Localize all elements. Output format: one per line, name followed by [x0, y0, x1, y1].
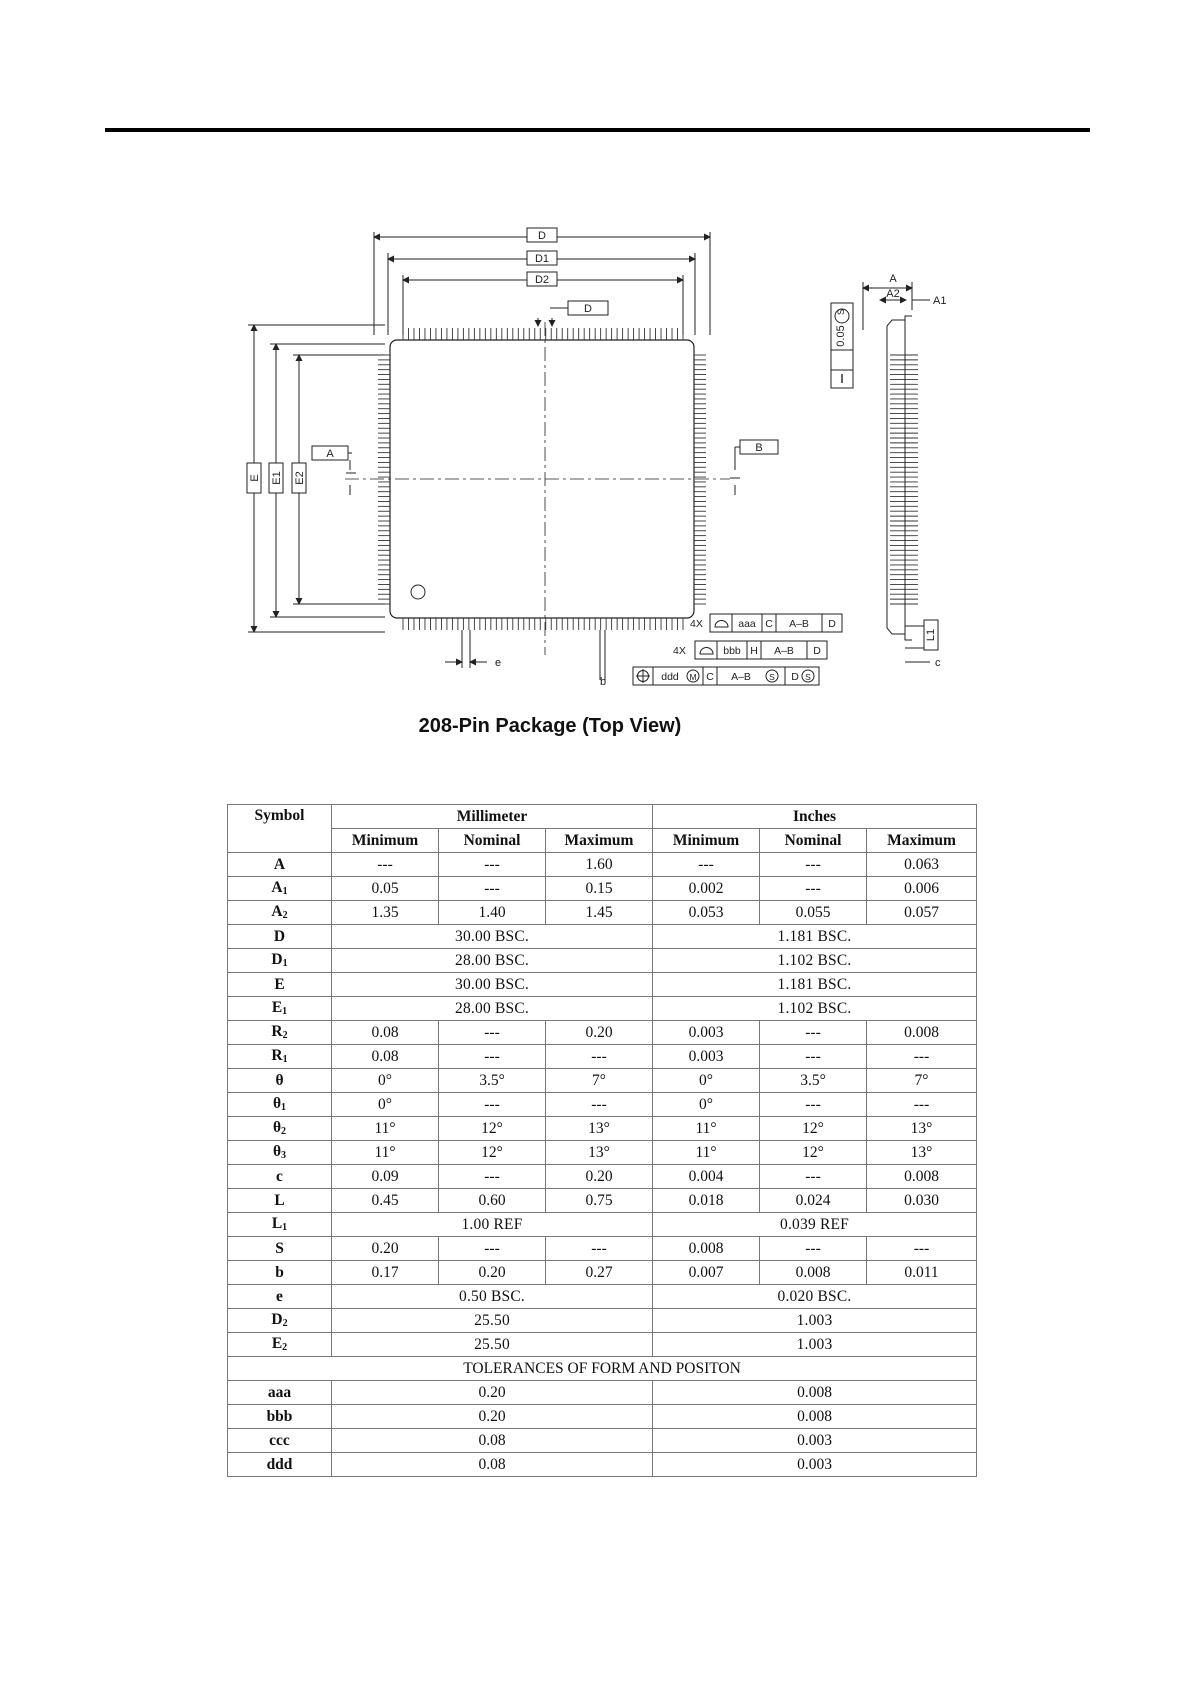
fcf-bbb — [673, 641, 827, 659]
table-row — [228, 1213, 977, 1237]
mm-value: --- — [332, 853, 439, 877]
col-mm-min: Minimum — [332, 829, 439, 853]
pins-right — [694, 355, 706, 604]
row-symbol: L — [228, 1189, 332, 1213]
in-value: 13° — [867, 1141, 977, 1165]
mm-value: 25.50 — [332, 1309, 653, 1333]
col-inches: Inches — [653, 805, 977, 829]
side-view — [831, 273, 946, 669]
mm-value: 0.27 — [546, 1261, 653, 1285]
in-value: 11° — [653, 1141, 760, 1165]
mm-value: --- — [439, 1237, 546, 1261]
in-value: 0.006 — [867, 877, 977, 901]
col-in-max: Maximum — [867, 829, 977, 853]
mm-value: 11° — [332, 1117, 439, 1141]
mm-value: 0.20 — [439, 1261, 546, 1285]
row-symbol: $A_1$ — [228, 877, 332, 901]
table-row — [228, 853, 977, 877]
in-value: 0.053 — [653, 901, 760, 925]
table-row — [228, 1165, 977, 1189]
row-symbol: $D_1$ — [228, 949, 332, 973]
mm-value: --- — [439, 853, 546, 877]
in-value: 7° — [867, 1069, 977, 1093]
row-symbol: θ — [228, 1069, 332, 1093]
mm-value: 0.20 — [332, 1237, 439, 1261]
side-tol-label: 0.05 — [835, 325, 847, 347]
mm-value: 1.00 REF — [332, 1213, 653, 1237]
in-value: 0° — [653, 1069, 760, 1093]
side-dim-c-label: c — [935, 657, 941, 669]
in-value: 12° — [760, 1117, 867, 1141]
in-value: 0.057 — [867, 901, 977, 925]
in-value: --- — [760, 853, 867, 877]
in-value: --- — [653, 853, 760, 877]
svg-text:A–B: A–B — [731, 671, 751, 683]
mm-value: 1.60 — [546, 853, 653, 877]
mm-value: 13° — [546, 1117, 653, 1141]
table-row — [228, 925, 977, 949]
mm-value: 0.50 BSC. — [332, 1285, 653, 1309]
svg-text:4X: 4X — [673, 645, 686, 657]
row-symbol: $\theta_1$ — [228, 1093, 332, 1117]
in-value: 12° — [760, 1141, 867, 1165]
in-value: 0.063 — [867, 853, 977, 877]
table-row — [228, 1093, 977, 1117]
in-value: 1.181 BSC. — [653, 973, 977, 997]
in-value: --- — [760, 1045, 867, 1069]
pin1-marker — [411, 585, 425, 599]
in-value: 0.003 — [653, 1429, 977, 1453]
side-dim-a2-label: A2 — [886, 288, 900, 300]
row-symbol: $R_1$ — [228, 1045, 332, 1069]
mm-value: 0.08 — [332, 1045, 439, 1069]
mm-value: 0.15 — [546, 877, 653, 901]
mm-value: 1.40 — [439, 901, 546, 925]
side-dim-a-label: A — [889, 273, 897, 285]
table-row — [228, 1021, 977, 1045]
svg-text:D: D — [828, 618, 836, 630]
row-symbol: b — [228, 1261, 332, 1285]
mm-value: 1.45 — [546, 901, 653, 925]
svg-text:A–B: A–B — [774, 645, 794, 657]
mm-value: 30.00 BSC. — [332, 925, 653, 949]
in-value: 0.008 — [760, 1261, 867, 1285]
table-row — [228, 877, 977, 901]
mm-value: 28.00 BSC. — [332, 949, 653, 973]
mm-value: 0.20 — [546, 1021, 653, 1045]
mm-value: --- — [439, 877, 546, 901]
mm-value: 0.05 — [332, 877, 439, 901]
tolerance-row — [228, 1381, 977, 1405]
col-in-min: Minimum — [653, 829, 760, 853]
row-symbol: e — [228, 1285, 332, 1309]
in-value: 0.002 — [653, 877, 760, 901]
svg-text:4X: 4X — [690, 618, 703, 630]
in-value: --- — [867, 1093, 977, 1117]
mm-value: 0.17 — [332, 1261, 439, 1285]
in-value: 0.018 — [653, 1189, 760, 1213]
in-value: 1.102 BSC. — [653, 949, 977, 973]
mm-value: 0.75 — [546, 1189, 653, 1213]
dim-d2-label: D2 — [534, 274, 550, 286]
svg-text:H: H — [750, 645, 758, 657]
mm-value: 0.08 — [332, 1021, 439, 1045]
row-symbol: A — [228, 853, 332, 877]
row-symbol: $R_2$ — [228, 1021, 332, 1045]
dim-e2-label: E2 — [294, 471, 306, 485]
mm-value: 1.35 — [332, 901, 439, 925]
tolerance-row — [228, 1429, 977, 1453]
mm-value: 0.08 — [332, 1453, 653, 1477]
col-in-nom: Nominal — [760, 829, 867, 853]
side-dim-a1-label: A1 — [933, 295, 947, 307]
svg-text:S: S — [805, 672, 811, 682]
datum-a-label: A — [326, 448, 334, 460]
mm-value: 0° — [332, 1069, 439, 1093]
table-row — [228, 1045, 977, 1069]
in-value: 0.003 — [653, 1045, 760, 1069]
table-row — [228, 1141, 977, 1165]
table-row — [228, 1261, 977, 1285]
svg-text:S: S — [769, 672, 775, 682]
svg-text:D: D — [813, 645, 821, 657]
in-value: 11° — [653, 1117, 760, 1141]
in-value: 0.003 — [653, 1453, 977, 1477]
in-value: --- — [867, 1045, 977, 1069]
pins-left — [378, 355, 390, 604]
row-symbol: $A_2$ — [228, 901, 332, 925]
in-value: --- — [760, 1165, 867, 1189]
svg-text:ddd: ddd — [661, 671, 679, 683]
in-value: 0.008 — [867, 1021, 977, 1045]
in-value: --- — [867, 1237, 977, 1261]
col-millimeter: Millimeter — [332, 805, 653, 829]
datum-d-label: D — [584, 303, 592, 315]
in-value: 0.020 BSC. — [653, 1285, 977, 1309]
svg-text:aaa: aaa — [738, 618, 756, 630]
mm-value: --- — [546, 1093, 653, 1117]
in-value: 0.003 — [653, 1021, 760, 1045]
table-row — [228, 997, 977, 1021]
in-value: 1.102 BSC. — [653, 997, 977, 1021]
in-value: 0.008 — [653, 1237, 760, 1261]
table-row — [228, 901, 977, 925]
pins-bottom — [403, 618, 683, 630]
pins-side — [890, 355, 918, 604]
row-symbol: $E_2$ — [228, 1333, 332, 1357]
mm-value: 0° — [332, 1093, 439, 1117]
row-symbol: E — [228, 973, 332, 997]
mm-value: --- — [439, 1165, 546, 1189]
svg-text:M: M — [689, 672, 697, 682]
dim-e1-label: E1 — [271, 471, 283, 485]
dim-d-label: D — [538, 230, 546, 242]
mm-value: 0.20 — [332, 1381, 653, 1405]
side-dim-l1-label: L1 — [925, 628, 937, 642]
mm-value: 12° — [439, 1141, 546, 1165]
dim-e-pitch-label: e — [495, 657, 502, 669]
in-value: 0.030 — [867, 1189, 977, 1213]
dim-d1-label: D1 — [534, 253, 550, 265]
fcf-aaa — [690, 614, 842, 632]
row-symbol: bbb — [228, 1405, 332, 1429]
svg-text:D: D — [791, 671, 799, 683]
mm-value: 0.08 — [332, 1429, 653, 1453]
dimension-table — [227, 804, 977, 1477]
mm-value: 12° — [439, 1117, 546, 1141]
mm-value: 11° — [332, 1141, 439, 1165]
tolerances-heading: TOLERANCES OF FORM AND POSITON — [228, 1357, 977, 1381]
row-symbol: $\theta_2$ — [228, 1117, 332, 1141]
mm-value: 0.20 — [546, 1165, 653, 1189]
in-value: 0.008 — [867, 1165, 977, 1189]
col-mm-max: Maximum — [546, 829, 653, 853]
svg-text:S: S — [836, 308, 846, 316]
in-value: 0.039 REF — [653, 1213, 977, 1237]
row-symbol: S — [228, 1237, 332, 1261]
in-value: 0° — [653, 1093, 760, 1117]
in-value: 0.004 — [653, 1165, 760, 1189]
mm-value: --- — [439, 1045, 546, 1069]
mm-value: 13° — [546, 1141, 653, 1165]
in-value: 3.5° — [760, 1069, 867, 1093]
row-symbol: c — [228, 1165, 332, 1189]
fcf-ddd — [633, 667, 819, 685]
svg-text:A–B: A–B — [789, 618, 809, 630]
in-value: --- — [760, 1093, 867, 1117]
col-mm-nom: Nominal — [439, 829, 546, 853]
in-value: 0.007 — [653, 1261, 760, 1285]
row-symbol: $E_1$ — [228, 997, 332, 1021]
row-symbol: ccc — [228, 1429, 332, 1453]
mm-value: 0.20 — [332, 1405, 653, 1429]
svg-text:C: C — [706, 671, 714, 683]
in-value: 1.181 BSC. — [653, 925, 977, 949]
package-drawing — [0, 0, 1190, 760]
mm-value: 0.45 — [332, 1189, 439, 1213]
in-value: 0.055 — [760, 901, 867, 925]
pins-top — [403, 328, 683, 340]
in-value: --- — [760, 1237, 867, 1261]
dim-e-label: E — [249, 474, 261, 482]
mm-value: 28.00 BSC. — [332, 997, 653, 1021]
table-row — [228, 1333, 977, 1357]
mm-value: --- — [439, 1021, 546, 1045]
tolerance-row — [228, 1405, 977, 1429]
row-symbol: aaa — [228, 1381, 332, 1405]
mm-value: --- — [439, 1093, 546, 1117]
table-row — [228, 1069, 977, 1093]
svg-text:C: C — [765, 618, 773, 630]
mm-value: 0.60 — [439, 1189, 546, 1213]
table-row — [228, 1237, 977, 1261]
mm-value: --- — [546, 1045, 653, 1069]
datum-b-label: B — [755, 442, 763, 454]
mm-value: 3.5° — [439, 1069, 546, 1093]
in-value: 1.003 — [653, 1333, 977, 1357]
row-symbol: D — [228, 925, 332, 949]
table-row — [228, 973, 977, 997]
mm-value: 7° — [546, 1069, 653, 1093]
drawing-caption: 208-Pin Package (Top View) — [418, 715, 682, 737]
table-row — [228, 1117, 977, 1141]
col-symbol: Symbol — [228, 805, 332, 853]
table-row — [228, 1189, 977, 1213]
dim-b-label: b — [600, 676, 607, 688]
mm-value: 30.00 BSC. — [332, 973, 653, 997]
in-value: 0.008 — [653, 1381, 977, 1405]
row-symbol: $L_1$ — [228, 1213, 332, 1237]
mm-value: 25.50 — [332, 1333, 653, 1357]
mm-value: --- — [546, 1237, 653, 1261]
tolerance-row — [228, 1453, 977, 1477]
in-value: --- — [760, 1021, 867, 1045]
in-value: 0.011 — [867, 1261, 977, 1285]
table-row — [228, 1285, 977, 1309]
svg-text:bbb: bbb — [723, 645, 741, 657]
in-value: 1.003 — [653, 1309, 977, 1333]
table-row — [228, 1309, 977, 1333]
row-symbol: $\theta_3$ — [228, 1141, 332, 1165]
in-value: 0.024 — [760, 1189, 867, 1213]
row-symbol: ddd — [228, 1453, 332, 1477]
table-row — [228, 949, 977, 973]
in-value: --- — [760, 877, 867, 901]
row-symbol: $D_2$ — [228, 1309, 332, 1333]
in-value: 0.008 — [653, 1405, 977, 1429]
mm-value: 0.09 — [332, 1165, 439, 1189]
in-value: 13° — [867, 1117, 977, 1141]
